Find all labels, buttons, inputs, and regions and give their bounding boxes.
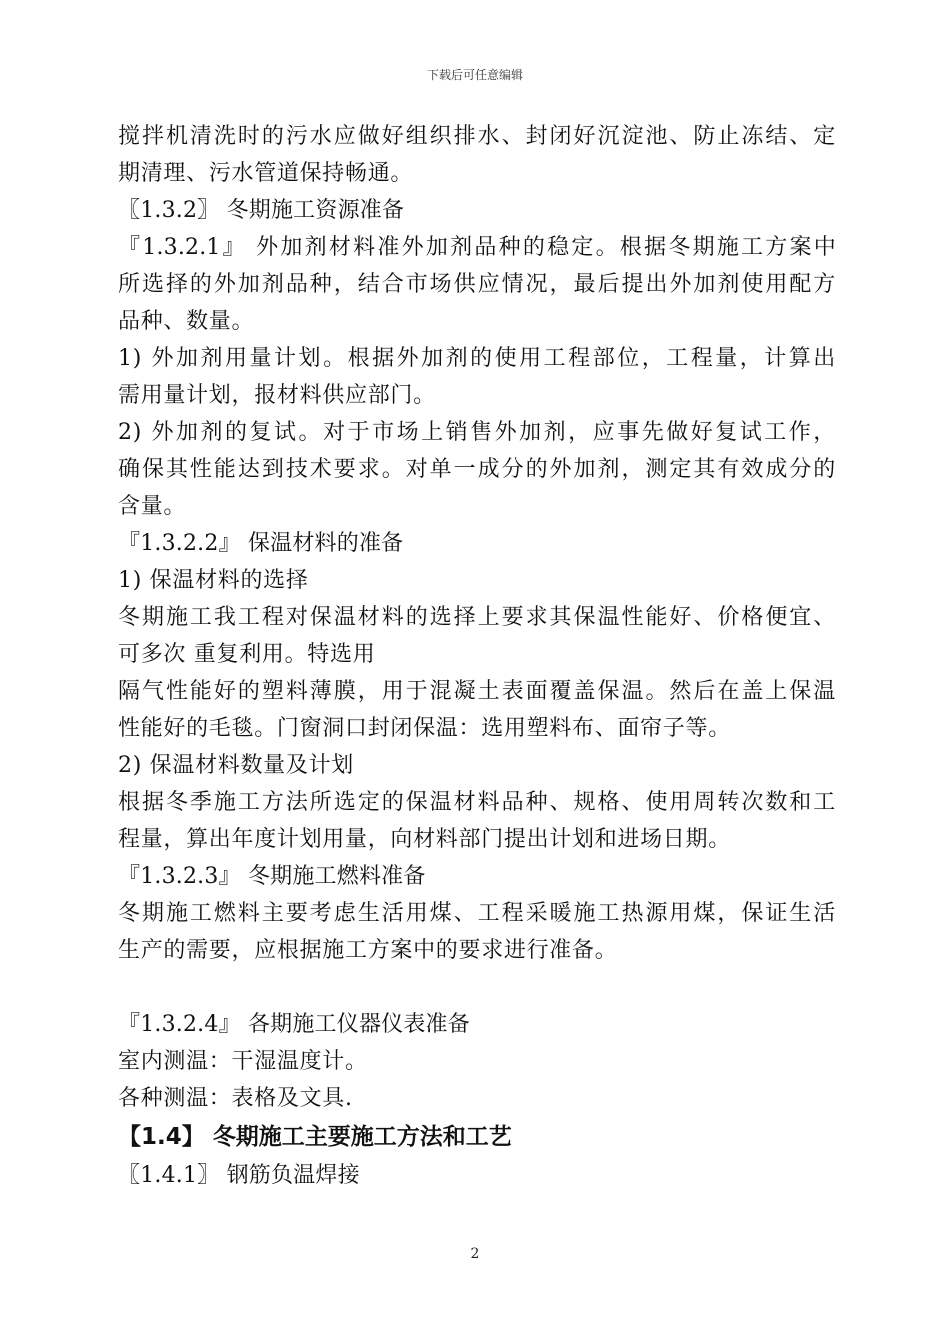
- paragraph-line: 程量，算出年度计划用量，向材料部门提出计划和进场日期。: [118, 827, 731, 852]
- paragraph-line: 含量。: [118, 494, 187, 519]
- paragraph-line: 可多次 重复利用。特选用: [118, 642, 376, 667]
- list-item: 1) 外加剂用量计划。根据外加剂的使用工程部位，工程量，计算出: [118, 346, 836, 371]
- subsection-heading-1-3-2-2: 『1.3.2.2』 保温材料的准备: [118, 531, 404, 556]
- section-heading-1-3-2: 〖1.3.2〗 冬期施工资源准备: [118, 198, 405, 223]
- paragraph-line: 确保其性能达到技术要求。对单一成分的外加剂，测定其有效成分的: [118, 457, 836, 482]
- paragraph-line: 期清理、污水管道保持畅通。: [118, 161, 414, 186]
- paragraph-line: 室内测温：干湿温度计。: [118, 1049, 368, 1074]
- subsection-heading-1-4-1: 〖1.4.1〗 钢筋负温焊接: [118, 1163, 360, 1188]
- subsection-heading-1-3-2-4: 『1.3.2.4』 各期施工仪器仪表准备: [118, 1012, 470, 1037]
- paragraph-line: 生产的需要，应根据施工方案中的要求进行准备。: [118, 938, 618, 963]
- subsection-heading-1-3-2-3: 『1.3.2.3』 冬期施工燃料准备: [118, 864, 426, 889]
- paragraph-line: 冬期施工我工程对保温材料的选择上要求其保温性能好、价格便宜、: [118, 605, 836, 630]
- section-heading-1-4: 【1.4】 冬期施工主要施工方法和工艺: [118, 1124, 512, 1150]
- blank-line: [118, 969, 836, 1006]
- paragraph-line: 冬期施工燃料主要考虑生活用煤、工程采暖施工热源用煤，保证生活: [118, 901, 836, 926]
- paragraph-line: 搅拌机清洗时的污水应做好组织排水、封闭好沉淀池、防止冻结、定: [118, 124, 836, 149]
- paragraph-line: 各种测温：表格及文具.: [118, 1086, 353, 1111]
- paragraph-line: 隔气性能好的塑料薄膜，用于混凝土表面覆盖保温。然后在盖上保温: [118, 679, 836, 704]
- list-item: 1) 保温材料的选择: [118, 568, 309, 593]
- list-item: 2) 外加剂的复试。对于市场上销售外加剂，应事先做好复试工作，: [118, 420, 836, 445]
- list-item: 2) 保温材料数量及计划: [118, 753, 354, 778]
- paragraph-line: 性能好的毛毯。门窗洞口封闭保温：选用塑料布、面帘子等。: [118, 716, 731, 741]
- paragraph-line: 品种、数量。: [118, 309, 255, 334]
- page-number: 2: [470, 1246, 480, 1262]
- page-header: 下载后可任意编辑: [426, 68, 523, 82]
- paragraph-line: 需用量计划，报材料供应部门。: [118, 383, 436, 408]
- document-body: [118, 118, 836, 1194]
- paragraph-line: 所选择的外加剂品种，结合市场供应情况，最后提出外加剂使用配方: [118, 272, 836, 297]
- paragraph-line: 根据冬季施工方法所选定的保温材料品种、规格、使用周转次数和工: [118, 790, 836, 815]
- paragraph-line: 『1.3.2.1』 外加剂材料准外加剂品种的稳定。根据冬期施工方案中: [118, 235, 836, 260]
